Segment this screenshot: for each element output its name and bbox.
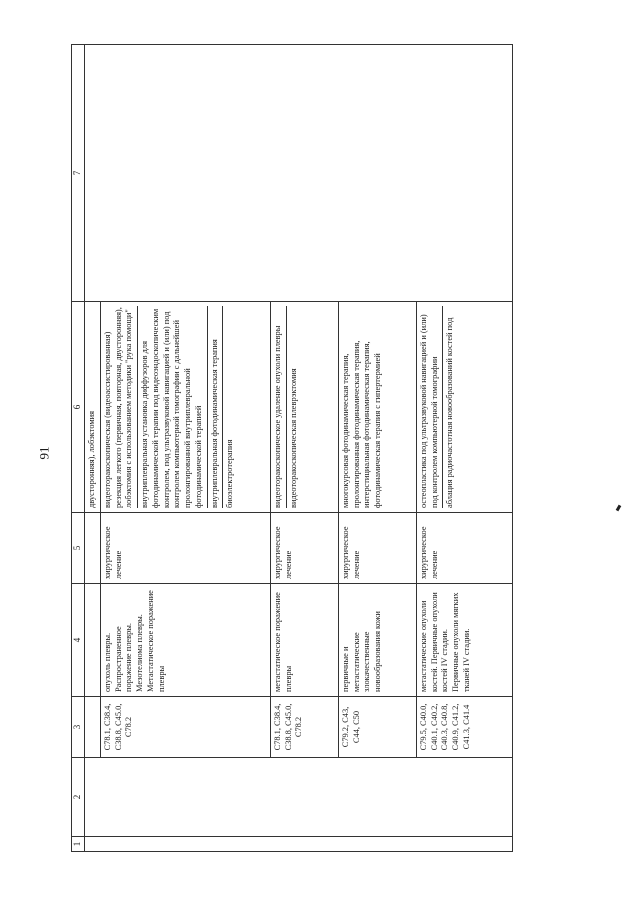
table-row [85, 45, 101, 852]
codes-cell: C79.5, C40.0, C40.1, C40.2, C40.3, C40.8, C40.9, C41.2, C41.3, C41.4 [416, 697, 512, 758]
column-number: 4 [72, 584, 85, 697]
method-cell: двусторонняя), лобэктомия [85, 302, 101, 513]
funding-cell [85, 45, 513, 302]
method-item: видеоторакоскопическая (видеоассистированная) резекция легкого (первичная, повторная, двусторонняя), лобэктомия с использованием методики "рука помощи" [101, 306, 138, 508]
column-number: 1 [72, 837, 85, 852]
method-cell [270, 302, 338, 513]
rotated-table-sheet [71, 52, 616, 852]
method-item: остеопластика под ультразвуковой навигацией и (или) под контролем компьютерной томографии [417, 306, 444, 508]
diagnosis-cell: опухоль плевры. Распространенное поражение плевры. Мезотелиома плевры. Метастатическое поражение плевры [100, 584, 270, 697]
method-item: внутриплевральная фотодинамическая терапия [208, 306, 224, 508]
row-number-cell [85, 837, 513, 852]
diagnosis-cell: первичные и метастатические злокачественные новообразования кожи [338, 584, 416, 697]
column-number: 2 [72, 758, 85, 837]
treatment-cell: хирургическое лечение [338, 513, 416, 584]
method-cell [100, 302, 270, 513]
codes-cell: C78.1, C38.4, C38.8, C45.0, C78.2 [270, 697, 338, 758]
method-item: видеоторакоскопическое удаление опухоли плевры [271, 306, 287, 508]
method-item: видеоторакоскопическая плеврэктомия [288, 368, 298, 508]
method-item: многокурсовая фотодинамическая терапия, пролонгированная фотодинамическая терапия, интерстициальная фотодинамическая терапия, фотодинамическая терапия с гипертермией [340, 340, 382, 508]
method-cell [338, 302, 416, 513]
treatment-cell: хирургическое лечение [270, 513, 338, 584]
column-number: 6 [72, 302, 85, 513]
column-number-row [72, 45, 85, 852]
method-cell [416, 302, 512, 513]
codes-cell: C79.2, C43, C44, C50 [338, 697, 416, 758]
page-number: 91 [36, 446, 52, 460]
treatment-cell [85, 513, 101, 584]
diagnosis-cell: метастатическое поражение плевры [270, 584, 338, 697]
diagnosis-cell: метастатические опухоли костей. Первичные опухоли костей IV стадии. Первичные опухоли мягких тканей IV стадии. [416, 584, 512, 697]
treatment-cell: хирургическое лечение [100, 513, 270, 584]
codes-cell: C78.1, C38.4, C38.8, C45.0, C78.2 [100, 697, 270, 758]
column-number: 3 [72, 697, 85, 758]
scan-artifact-mark [616, 505, 622, 512]
profile-cell [85, 758, 513, 837]
medical-procedures-table [71, 44, 513, 852]
column-number: 5 [72, 513, 85, 584]
method-item: аблация радиочастотная новообразований костей под [445, 317, 455, 508]
method-item: биоэлектротерапия [225, 439, 235, 508]
codes-cell [85, 697, 101, 758]
treatment-cell: хирургическое лечение [416, 513, 512, 584]
method-item: внутриплевральная установка диффузоров для фотодинамической терапии под видеоэндоскопическим контролем, под ультразвуковой навигацией и (или) под контролем компьютерной томографии с дальнейшей пролонгированной внутриплевральной фотодинамической терапией [138, 306, 208, 508]
diagnosis-cell [85, 584, 101, 697]
column-number: 7 [72, 45, 85, 302]
